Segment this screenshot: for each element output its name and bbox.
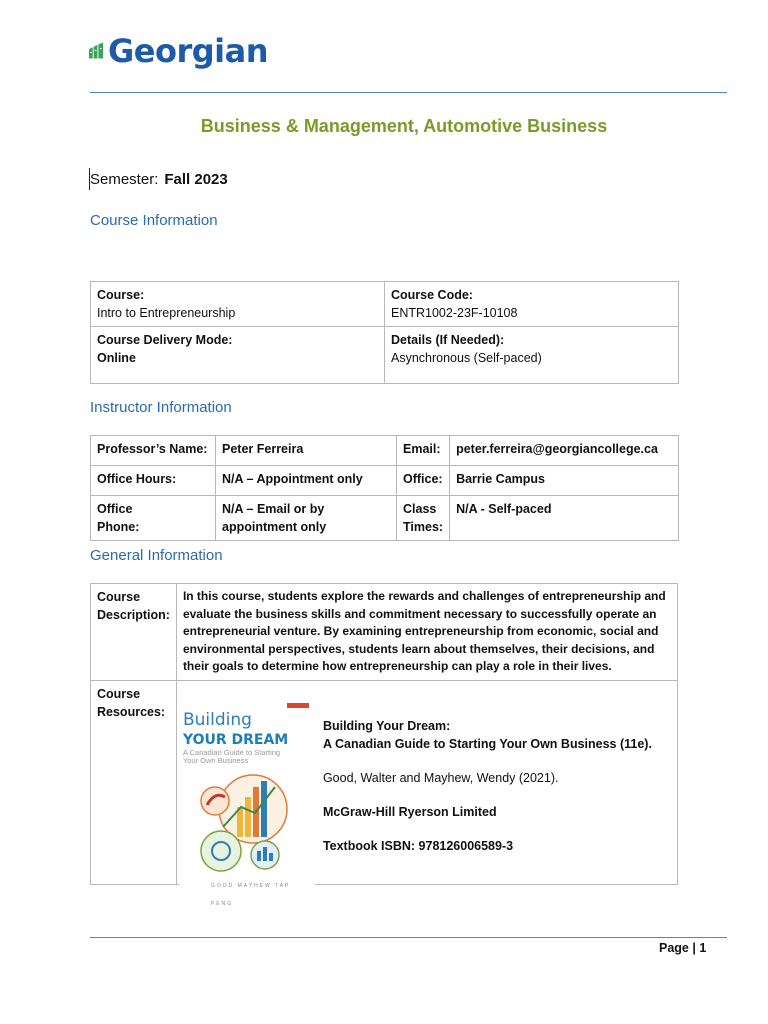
professor-label: Professor’s Name: bbox=[91, 436, 216, 466]
resource-title-line2: A Canadian Guide to Starting Your Own Business (11e). bbox=[322, 736, 652, 751]
program-title: Business & Management, Automotive Business bbox=[200, 116, 608, 136]
heading-course-information: Course Information bbox=[90, 212, 218, 229]
office-phone-value-line2: appointment only bbox=[222, 520, 327, 534]
office-phone-value bbox=[216, 496, 397, 541]
semester-label: Semester: bbox=[90, 171, 159, 188]
course-value: Intro to Entrepreneurship bbox=[97, 306, 236, 320]
description-line: their goals to determine how entrepreneurship can play a role in their lives. bbox=[182, 659, 612, 673]
resource-publisher: McGraw-Hill Ryerson Limited bbox=[322, 804, 497, 819]
class-times-label bbox=[397, 496, 450, 541]
header-divider bbox=[90, 92, 727, 93]
details-value: Asynchronous (Self-paced) bbox=[391, 351, 542, 365]
page-number-value: 1 bbox=[699, 941, 707, 955]
delivery-mode-cell bbox=[91, 327, 385, 384]
course-description-label-line2: Description: bbox=[97, 608, 170, 622]
footer-divider bbox=[90, 937, 727, 938]
course-code-label: Course Code: bbox=[391, 288, 473, 302]
class-times-value: N/A - Self-paced bbox=[450, 496, 679, 541]
course-label: Course: bbox=[97, 288, 145, 302]
course-resources-label bbox=[91, 680, 177, 884]
description-line: evaluate the business skills and commitment necessary to successfully operate an bbox=[182, 606, 657, 621]
course-description-label bbox=[91, 584, 177, 681]
delivery-mode-value: Online bbox=[97, 351, 136, 365]
instructor-information-table bbox=[90, 435, 679, 541]
semester-value: Fall 2023 bbox=[164, 171, 228, 188]
details-cell bbox=[385, 327, 679, 384]
course-code-cell bbox=[385, 282, 679, 327]
office-label: Office: bbox=[397, 466, 450, 496]
delivery-mode-label: Course Delivery Mode: bbox=[97, 333, 233, 347]
class-times-label-line2: Times: bbox=[403, 520, 444, 534]
resource-content bbox=[177, 681, 677, 907]
cover-title-line2: YOUR DREAM bbox=[182, 731, 289, 748]
office-phone-label bbox=[91, 496, 216, 541]
georgian-wordmark: Georgian bbox=[108, 32, 268, 70]
description-line: entrepreneurial venture. By examining entrepreneurship from economic, social and bbox=[182, 624, 659, 638]
semester-line bbox=[90, 171, 228, 188]
description-line: environmental perspectives, students learn about themselves, their decisions, and bbox=[182, 641, 655, 656]
email-label: Email: bbox=[397, 436, 450, 466]
course-code-value: ENTR1002-23F-10108 bbox=[391, 306, 518, 320]
course-information-table bbox=[90, 281, 679, 384]
course-resources-label-line2: Resources: bbox=[97, 704, 166, 719]
heading-instructor-information: Instructor Information bbox=[90, 399, 232, 416]
office-phone-label-line1: Office bbox=[97, 502, 133, 516]
email-value: peter.ferreira@georgiancollege.ca bbox=[450, 436, 679, 466]
resource-citation bbox=[323, 717, 652, 855]
publisher-badge bbox=[287, 703, 309, 708]
heading-general-information: General Information bbox=[90, 547, 223, 564]
office-hours-label: Office Hours: bbox=[91, 466, 216, 496]
details-label: Details (If Needed): bbox=[391, 333, 505, 347]
cover-subtitle: A Canadian Guide to Starting Your Own Business bbox=[182, 747, 281, 765]
course-resources-label-line1: Course bbox=[97, 686, 141, 701]
georgian-logo bbox=[88, 28, 268, 74]
professor-value: Peter Ferreira bbox=[216, 436, 397, 466]
course-description-text bbox=[176, 584, 677, 681]
cover-authors: GOOD MAYHEW TAP PENG bbox=[210, 882, 291, 907]
resource-authors: Good, Walter and Mayhew, Wendy (2021). bbox=[322, 770, 559, 785]
page-number bbox=[659, 941, 706, 955]
course-description-label-line1: Course bbox=[97, 590, 141, 604]
cover-title-line1: Building bbox=[182, 709, 252, 730]
course-resources-cell bbox=[176, 680, 677, 907]
description-line: In this course, students explore the rewards and challenges of entrepreneurship and bbox=[182, 589, 666, 603]
georgian-logo-icon bbox=[88, 33, 104, 69]
cover-illustration-icon bbox=[193, 767, 303, 875]
general-information-table bbox=[90, 583, 678, 907]
course-cell bbox=[91, 282, 385, 327]
office-hours-value: N/A – Appointment only bbox=[216, 466, 397, 496]
office-phone-value-line1: N/A – Email or by bbox=[222, 502, 325, 516]
resource-isbn: Textbook ISBN: 978126006589-3 bbox=[322, 838, 514, 853]
textbook-cover-image bbox=[179, 701, 315, 907]
office-value: Barrie Campus bbox=[450, 466, 679, 496]
page-label: Page | bbox=[659, 941, 700, 955]
resource-title-line1: Building Your Dream: bbox=[322, 718, 451, 733]
office-phone-label-line2: Phone: bbox=[97, 520, 140, 534]
class-times-label-line1: Class bbox=[403, 502, 437, 516]
